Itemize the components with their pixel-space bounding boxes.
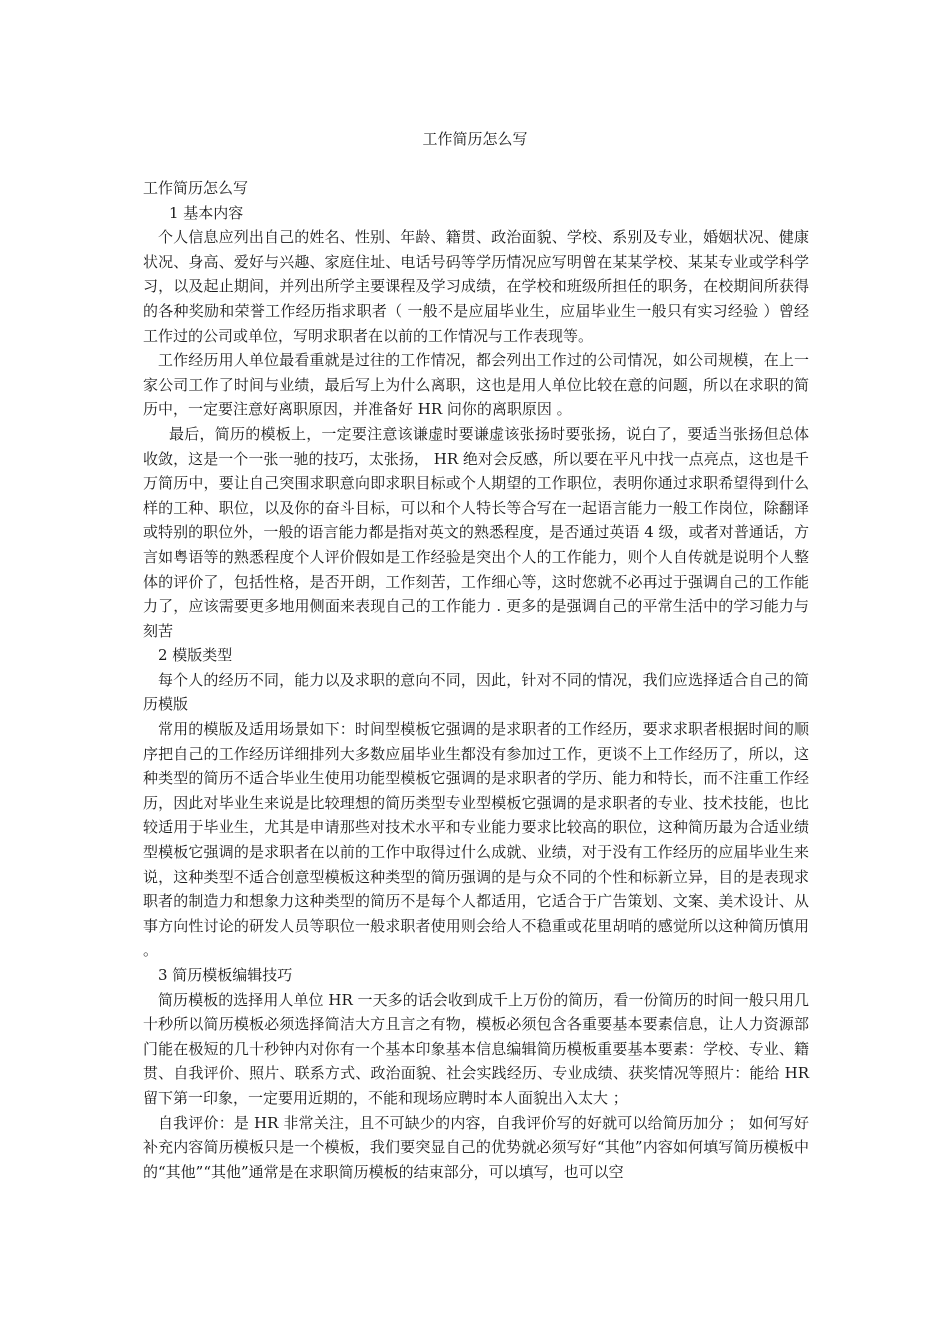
section-heading-editing-tips: 3 简历模板编辑技巧 [158,966,293,984]
paragraph-common-templates: 常用的模版及适用场景如下：时间型模板它强调的是求职者的工作经历，要求求职者根据时间的顺序把自己的工作经历详细排列大多数应届毕业生都没有参加过工作，更谈不上工作经历了，所以，这种类型的简历不适合毕业生使用功能型模板它强调的是求职者的学历、能力和特长，而不注重工作经历，因此对毕业生来说是比较理想的简历类型专业型模板它强调的是求职者的专业、技术技能，也比较适用于毕业生，尤其是申请那些对技术水平和专业能力要求比较高的职位，这种简历最为合适业绩型模板它强调的是求职者在以前的工作中取得过什么成就、业绩，对于没有工作经历的应届毕业生来说，这种类型不适合创意型模板这种类型的简历强调的是与众不同的个性和标新立异，目的是表现求职者的制造力和想象力这种类型的简历不是每个人都适用，它适合于广告策划、文案、美术设计、从事方向性讨论的研发人员等职位一般求职者使用则会给人不稳重或花里胡哨的感觉所以这种简历慎用 。 [143,720,809,960]
document-title: 工作简历怎么写 [422,130,528,148]
paragraph-self-evaluation: 自我评价：是 HR 非常关注，且不可缺少的内容，自我评价写的好就可以给简历加分 ； 如何写好补充内容简历模板只是一个模板，我们要突显自己的优势就必须写好“其他”内容如何填写简历模板中的“其他”“其他”通常是在求职简历模板的结束部分，可以填写，也可以空 [143,1113,809,1181]
section-heading-template-types: 2 模版类型 [158,646,233,665]
paragraph-work-experience: 工作经历用人单位最看重就是过往的工作情况，都会列出工作过的公司情况，如公司规模，在上一家公司工作了时间与业绩，最后写上为什么离职，这也是用人单位比较在意的问题，所以在求职的简历中，一定要注意好离职原因，并准备好 HR 问你的离职原因 。 [143,351,809,419]
document-body [143,176,809,1184]
paragraph-template-tips: 最后，简历的模板上，一定要注意该谦虚时要谦虚该张扬时要张扬，说白了，要适当张扬但总体收敛，这是一个一张一驰的技巧，太张扬， HR 绝对会反感，所以要在平凡中找一点亮点，这也是千万简历中，要让自己突围求职意向即求职目标或个人期望的工作职位，表明你通过求职希望得到什么样的工种、职位，以及你的奋斗目标，可以和个人特长等合写在一起语言能力一般工作岗位，除翻译或特别的职位外，一般的语言能力都是指对英文的熟悉程度，是否通过英语 4 级，或者对普通话，方言如粤语等的熟悉程度个人评价假如是工作经验是突出个人的工作能力，则个人自传就是说明个人整体的评价了，包括性格，是否开朗，工作刻苦，工作细心等，这时您就不必再过于强调自己的工作能力了，应该需要更多地用侧面来表现自己的工作能力 . 更多的是强调自己的平常生活中的学习能力与刻苦 [143,424,809,640]
body-heading: 工作简历怎么写 [143,179,249,197]
paragraph-personal-info: 个人信息应列出自己的姓名、性别、年龄、籍贯、政治面貌、学校、系别及专业，婚姻状况、健康状况、身高、爱好与兴趣、家庭住址、电话号码等学历情况应写明曾在某某学校、某某专业或学科学习，以及起止期间，并列出所学主要课程及学习成绩，在学校和班级所担任的职务，在校期间所获得的各种奖励和荣誉工作经历指求职者（ 一般不是应届毕业生，应届毕业生一般只有实习经验 ）曾经工作过的公司或单位，写明求职者在以前的工作情况与工作表现等。 [143,228,809,345]
paragraph-template-choice: 每个人的经历不同，能力以及求职的意向不同，因此，针对不同的情况，我们应选择适合自己的简历模版 [143,670,809,714]
paragraph-template-selection: 简历模板的选择用人单位 HR 一天多的话会收到成千上万份的简历，看一份简历的时间一般只用几十秒所以简历模板必须选择简洁大方且言之有物，模板必须包含各重要基本要素信息，让人力资源部门能在极短的几十秒钟内对你有一个基本印象基本信息编辑简历模板重要基本要素：学校、专业、籍贯、自我评价、照片、联系方式、政治面貌、社会实践经历、专业成绩、获奖情况等照片：能给 HR 留下第一印象，一定要用近期的，不能和现场应聘时本人面貌出入太大 ； [143,990,809,1107]
section-heading-basic-content: 1 基本内容 [169,203,244,222]
